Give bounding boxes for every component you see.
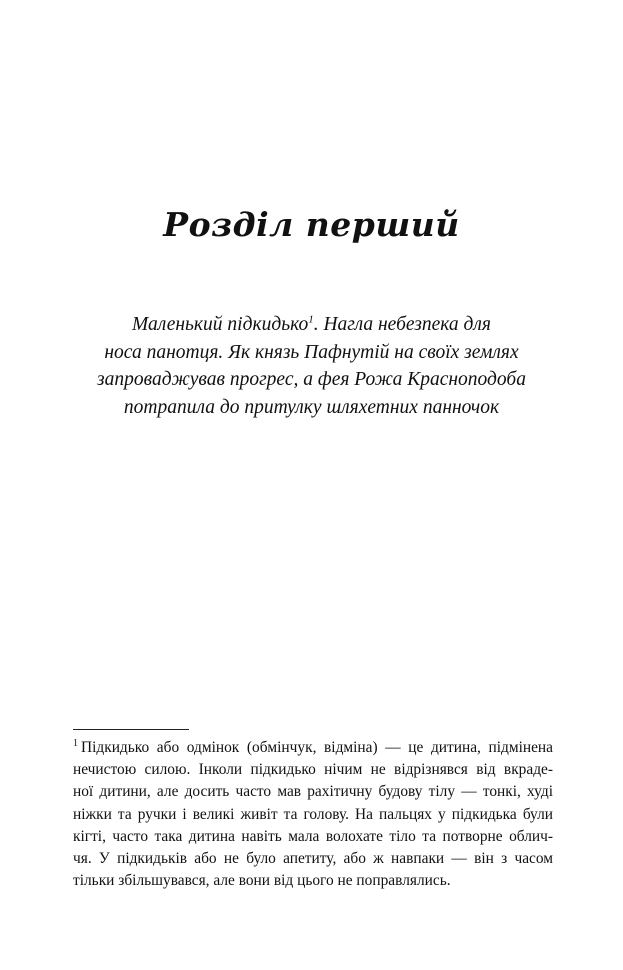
footnote-line: чя. У підкидьків або не було апетиту, або ж навпаки — він з часом: [73, 850, 553, 868]
footnote-marker: 1: [73, 737, 78, 749]
footnote-line: нечистою силою. Інколи підкидько нічим не відрізнявся від вкраде-: [73, 761, 553, 779]
footnote-line: тільки збільшувався, але вони від цього не поправлялись.: [73, 872, 451, 890]
footnote: [73, 737, 553, 892]
footnote-line: ніжки та ручки і великі живіт та голову. На пальцях у підкидька були: [73, 805, 553, 823]
synopsis-line-1: [60, 311, 563, 339]
synopsis-line-4: потрапила до притулку шляхетних панночок: [123, 396, 500, 418]
synopsis-line-2: носа панотця. Як князь Пафнутій на своїх землях: [104, 341, 519, 363]
synopsis-text: . Нагла небезпека для: [313, 314, 491, 335]
footnote-line: ної дитини, але досить часто мав рахітичну будову тілу — тонкі, худі: [73, 783, 553, 801]
chapter-synopsis: [60, 311, 563, 421]
synopsis-text: Маленький підкидько: [132, 314, 309, 335]
chapter-title: Розділ перший: [163, 205, 460, 245]
footnote-line: [73, 737, 553, 759]
synopsis-line-3: запроваджував прогрес, а фея Рожа Красноподоба: [97, 369, 526, 390]
footnote-reference[interactable]: 1: [308, 313, 314, 326]
footnote-line: кігті, часто така дитина навіть мала волохате тіло та потворне облич-: [73, 827, 553, 845]
footnote-text: Підкидько або одмінок (обмінчук, відміна) — це дитина, підмінена: [81, 739, 553, 756]
footnote-divider: [73, 729, 189, 730]
